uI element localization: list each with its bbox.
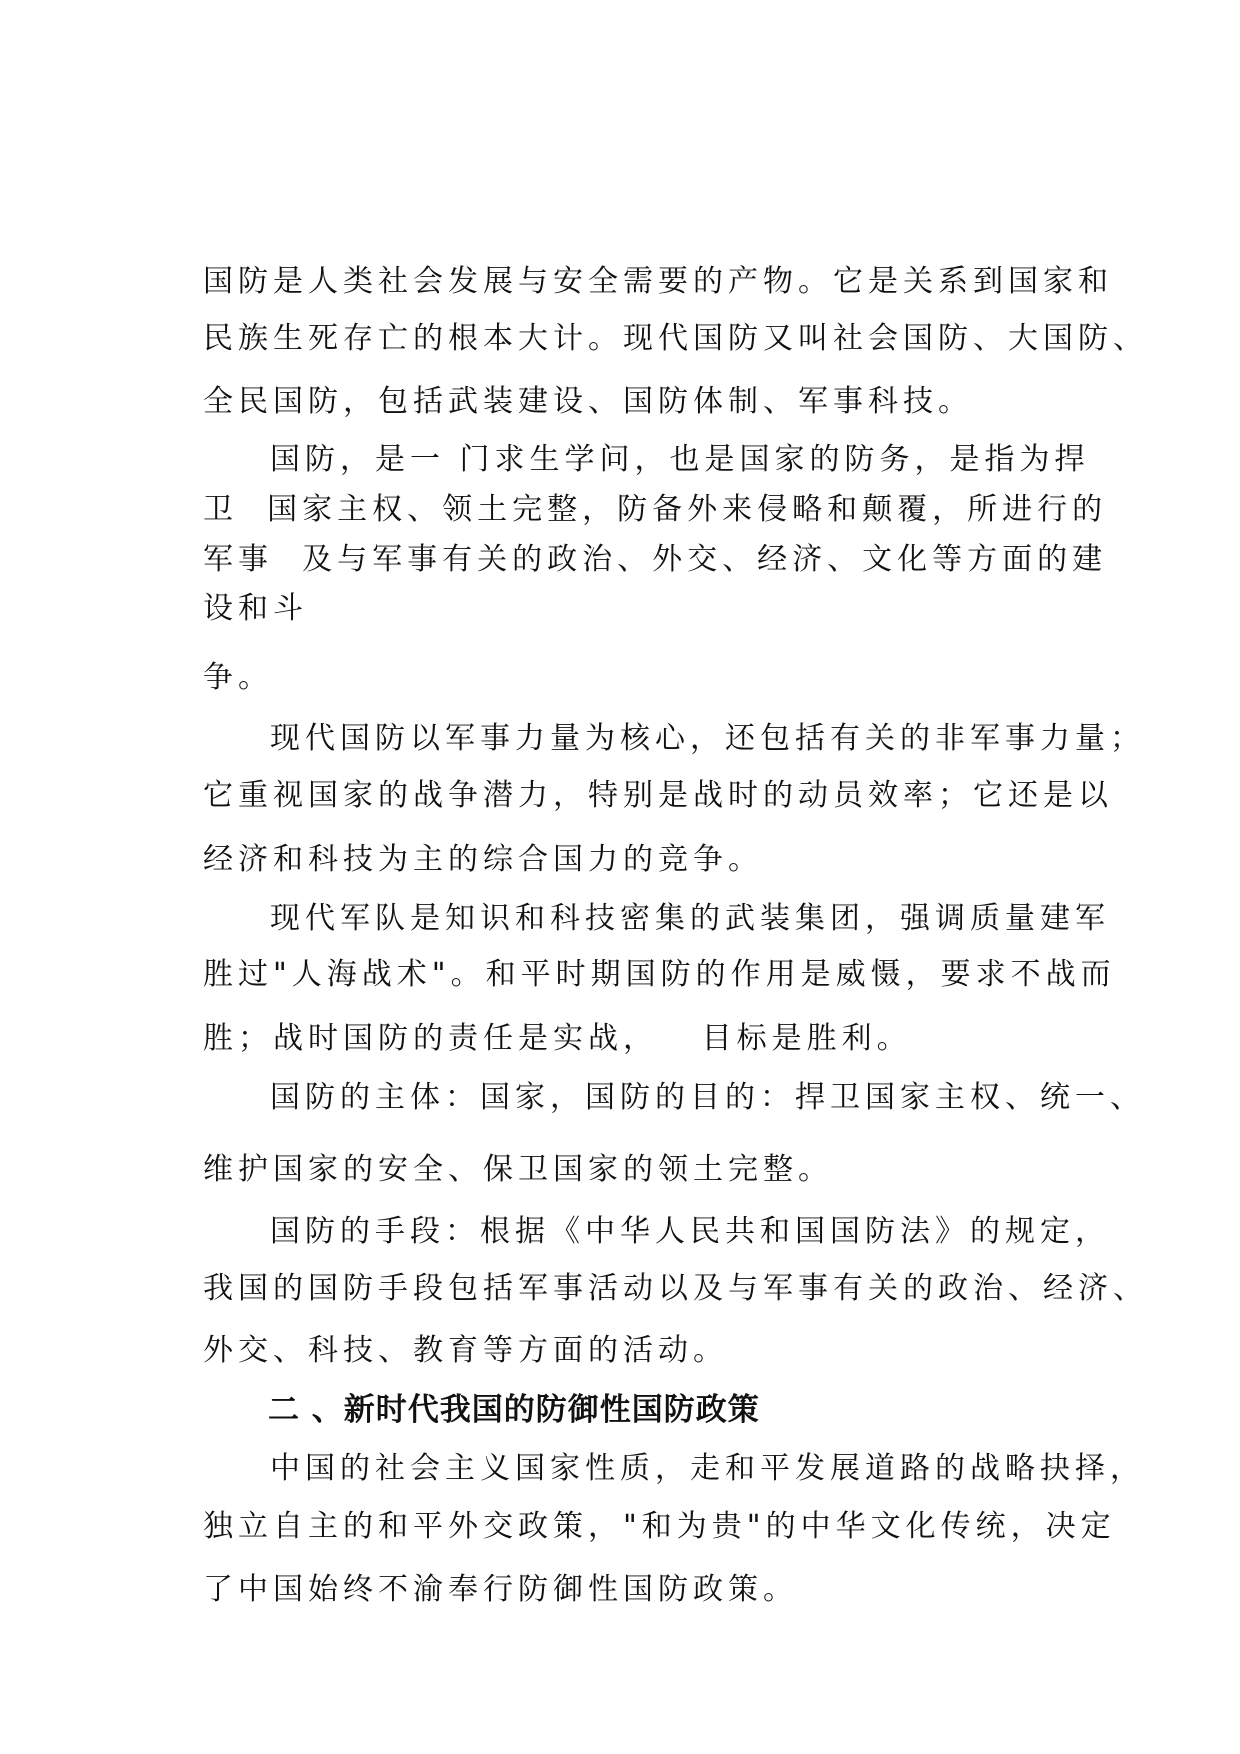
- text-line: 它重视国家的战争潜力，特别是战时的动员效率；它还是以: [203, 778, 1113, 813]
- text-line: 卫 国家主权、领土完整，防备外来侵略和颠覆，所进行的: [203, 492, 1108, 527]
- text-line: 全民国防，包括武装建设、国防体制、军事科技。: [203, 384, 973, 419]
- text-line: 现代国防以军事力量为核心，还包括有关的非军事力量；: [270, 721, 1145, 756]
- text-line: 军事 及与军事有关的政治、外交、经济、文化等方面的建: [203, 542, 1108, 577]
- text-line: 现代军队是知识和科技密集的武装集团，强调质量建军: [270, 901, 1110, 936]
- text-line: 国防是人类社会发展与安全需要的产物。它是关系到国家和: [203, 264, 1113, 299]
- text-line: 争。: [203, 660, 273, 695]
- text-line: 我国的国防手段包括军事活动以及与军事有关的政治、经济、: [203, 1271, 1148, 1306]
- text-line: 民族生死存亡的根本大计。现代国防又叫社会国防、大国防、: [203, 321, 1148, 356]
- text-line: 维护国家的安全、保卫国家的领土完整。: [203, 1152, 833, 1187]
- text-line: 经济和科技为主的综合国力的竞争。: [203, 842, 763, 877]
- section-heading: 二 、新时代我国的防御性国防政策: [268, 1392, 760, 1428]
- text-line: 独立自主的和平外交政策，"和为贵"的中华文化传统，决定: [203, 1509, 1116, 1544]
- text-line: 胜过"人海战术"。和平时期国防的作用是威慑，要求不战而: [203, 957, 1116, 992]
- text-line: 国防的主体：国家，国防的目的：捍卫国家主权、统一、: [270, 1080, 1145, 1115]
- text-line: 中国的社会主义国家性质，走和平发展道路的战略抉择，: [270, 1451, 1145, 1486]
- text-line: 国防的手段：根据《中华人民共和国国防法》的规定，: [270, 1214, 1110, 1249]
- text-line: 胜；战时国防的责任是实战， 目标是胜利。: [203, 1021, 912, 1056]
- text-line: 外交、科技、教育等方面的活动。: [203, 1333, 728, 1368]
- text-line: 设和斗: [203, 591, 308, 626]
- text-line: 了中国始终不渝奉行防御性国防政策。: [203, 1572, 798, 1607]
- text-line: 国防，是一 门求生学问，也是国家的防务，是指为捍: [270, 442, 1090, 477]
